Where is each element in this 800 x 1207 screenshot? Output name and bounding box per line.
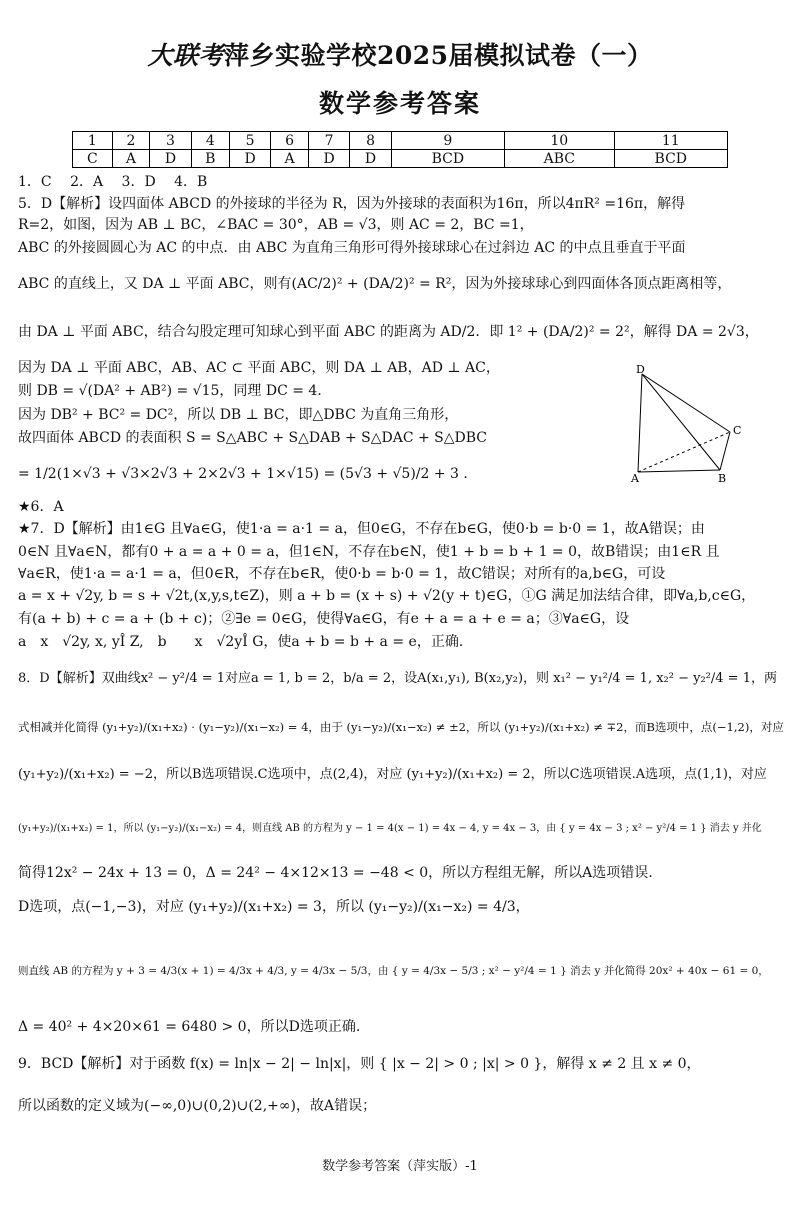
text-line: a x √2y, x, yÎ Z, b x √2yÎ G，使a + b = b + a = e，正确． xyxy=(18,634,473,650)
exam-title-text: 萍乡实验学校2025届模拟试卷（一） xyxy=(223,41,653,70)
answer-cell: C xyxy=(73,150,113,168)
qnum-cell: 11 xyxy=(614,132,727,150)
text-line: 由 DA ⊥ 平面 ABC，结合勾股定理可知球心到平面 ABC 的距离为 AD/2．即 1² + (DA/2)² = 2²，解得 DA = 2√3， xyxy=(18,324,759,340)
qnum-cell: 9 xyxy=(391,132,504,150)
brand-logo: 大联考 xyxy=(147,41,224,70)
qnum-cell: 5 xyxy=(229,132,270,150)
text-line: 故四面体 ABCD 的表面积 S = S△ABC + S△DAB + S△DAC + S△DBC xyxy=(18,430,488,446)
text-line: 有(a + b) + c = a + (b + c)；②∃e = 0∈G，使得∀a∈G，有e + a = a + e = a；③∀a∈G，设 xyxy=(18,611,630,627)
answer-cell: D xyxy=(150,150,191,168)
text-line: (y₁+y₂)/(x₁+x₂) = 1，所以 (y₁−y₂)/(x₁−x₂) = 4，则直线 AB 的方程为 y − 1 = 4(x − 1) = 4x − 4, y = 4x − 3，由 { y = 4x − 3 ; x² − y²/4 = 1 } 消去 y 并化 xyxy=(18,823,762,834)
text-line: R=2，如图，因为 AB ⊥ BC，∠BAC = 30°，AB = √3，则 AC = 2，BC =1， xyxy=(18,217,534,233)
answer-cell: B xyxy=(191,150,229,168)
text-line: D选项，点(−1,−3)，对应 (y₁+y₂)/(x₁+x₂) = 3，所以 (y₁−y₂)/(x₁−x₂) = 4/3， xyxy=(18,899,530,915)
text-line: 9．BCD【解析】对于函数 f(x) = ln|x − 2| − ln|x|，则 { |x − 2| > 0 ; |x| > 0 }，解得 x ≠ 2 且 x ≠ 0， xyxy=(18,1056,701,1072)
qnum-cell: 3 xyxy=(150,132,191,150)
text-line: ★7．D【解析】由1∈G 且∀a∈G，使1·a = a·1 = a，但0∈G，不存在b∈G，使0·b = b·0 = 1，故A错误；由 xyxy=(18,521,705,537)
text-line: 0∈N 且∀a∈N，都有0 + a = a + 0 = a，但1∈N，不存在b∈N，使1 + b = b + 1 = 0，故B错误；由1∈R 且 xyxy=(18,544,720,560)
answer-cell: D xyxy=(308,150,349,168)
vertex-label-b: B xyxy=(718,472,727,484)
vertex-label-d: D xyxy=(636,364,645,376)
answer-cell: A xyxy=(271,150,309,168)
answer-cell: BCD xyxy=(391,150,504,168)
text-line: = 1/2(1×√3 + √3×2√3 + 2×2√3 + 1×√15) = (5√3 + √5)/2 + 3 ． xyxy=(18,466,478,482)
qnum-cell: 4 xyxy=(191,132,229,150)
qnum-cell: 10 xyxy=(505,132,615,150)
text-line: 则 DB = √(DA² + AB²) = √15，同理 DC = 4． xyxy=(18,383,332,399)
qnum-cell: 7 xyxy=(308,132,349,150)
qnum-cell: 1 xyxy=(73,132,113,150)
text-line: Δ = 40² + 4×20×61 = 6480 > 0，所以D选项正确. xyxy=(18,1019,361,1035)
vertex-label-a: A xyxy=(631,472,639,484)
answer-cell: A xyxy=(112,150,150,168)
text-line: 因为 DB² + BC² = DC²，所以 DB ⊥ BC，即△DBC 为直角三角形， xyxy=(18,407,459,423)
text-line: 5．D【解析】设四面体 ABCD 的外接球的半径为 R，因为外接球的表面积为16π，所以4πR² =16π，解得 xyxy=(18,196,686,212)
qnum-cell: 8 xyxy=(350,132,391,150)
text-line: ★6．A xyxy=(18,499,64,515)
tetrahedron-figure xyxy=(628,364,758,484)
qnum-cell: 6 xyxy=(271,132,309,150)
text-line: ABC 的外接圆圆心为 AC 的中点．由 ABC 为直角三角形可得外接球球心在过斜边 AC 的中点且垂直于平面 xyxy=(18,240,686,256)
text-line: 8．D【解析】双曲线x² − y²/4 = 1对应a = 1, b = 2，b/a = 2，设A(x₁,y₁), B(x₂,y₂)，则 x₁² − y₁²/4 = 1, x₂² − y₂²/4 = 1，两 xyxy=(18,671,777,686)
text-line: ABC 的直线上，又 DA ⊥ 平面 ABC，则有(AC/2)² + (DA/2)² = R²，因为外接球球心到四面体各顶点距离相等， xyxy=(18,276,732,292)
vertex-label-c: C xyxy=(733,424,742,437)
page-footer: 数学参考答案（萍实版）-1 xyxy=(322,1159,478,1174)
text-line: 1．C 2．A 3．D 4．B xyxy=(18,174,208,190)
text-line: a = x + √2y, b = s + √2t,(x,y,s,t∈Z)，则 a + b = (x + s) + √2(y + t)∈G，①G 满足加法结合律，即∀a,b,c∈G， xyxy=(18,588,756,604)
exam-title xyxy=(0,36,800,72)
answer-cell: D xyxy=(350,150,391,168)
answer-row xyxy=(73,150,728,168)
question-number-row xyxy=(73,132,728,150)
answer-table xyxy=(72,131,728,168)
text-line: (y₁+y₂)/(x₁+x₂) = −2，所以B选项错误.C选项中，点(2,4)，对应 (y₁+y₂)/(x₁+x₂) = 2，所以C选项错误.A选项，点(1,1)，对应 xyxy=(18,767,767,782)
text-line: 简得12x² − 24x + 13 = 0，Δ = 24² − 4×12×13 = −48 < 0，所以方程组无解，所以A选项错误. xyxy=(18,865,653,881)
answer-cell: D xyxy=(229,150,270,168)
answer-cell: BCD xyxy=(614,150,727,168)
qnum-cell: 2 xyxy=(112,132,150,150)
text-line: 因为 DA ⊥ 平面 ABC，AB、AC ⊂ 平面 ABC，则 DA ⊥ AB，AD ⊥ AC， xyxy=(18,360,500,376)
text-line: 所以函数的定义域为(−∞,0)∪(0,2)∪(2,+∞)，故A错误； xyxy=(18,1098,377,1114)
text-line: ∀a∈R，使1·a = a·1 = a，但0∈R，不存在b∈R，使0·b = b·0 = 1，故C错误；对所有的a,b∈G，可设 xyxy=(18,566,666,582)
answer-cell: ABC xyxy=(505,150,615,168)
text-line: 式相减并化简得 (y₁+y₂)/(x₁+x₂) · (y₁−y₂)/(x₁−x₂) = 4，由于 (y₁−y₂)/(x₁−x₂) ≠ ±2，所以 (y₁+y₂)/(x₁+x₂) ≠ ∓2，而B选项中，点(−1,2)，对应 xyxy=(18,720,784,734)
page-subtitle: 数学参考答案 xyxy=(318,89,481,118)
text-line: 则直线 AB 的方程为 y + 3 = 4/3(x + 1) = 4/3x + 4/3, y = 4/3x − 5/3，由 { y = 4/3x − 5/3 ; x² − y²/4 = 1 } 消去 y 并化简得 20x² + 40x − 61 = 0， xyxy=(18,965,769,977)
